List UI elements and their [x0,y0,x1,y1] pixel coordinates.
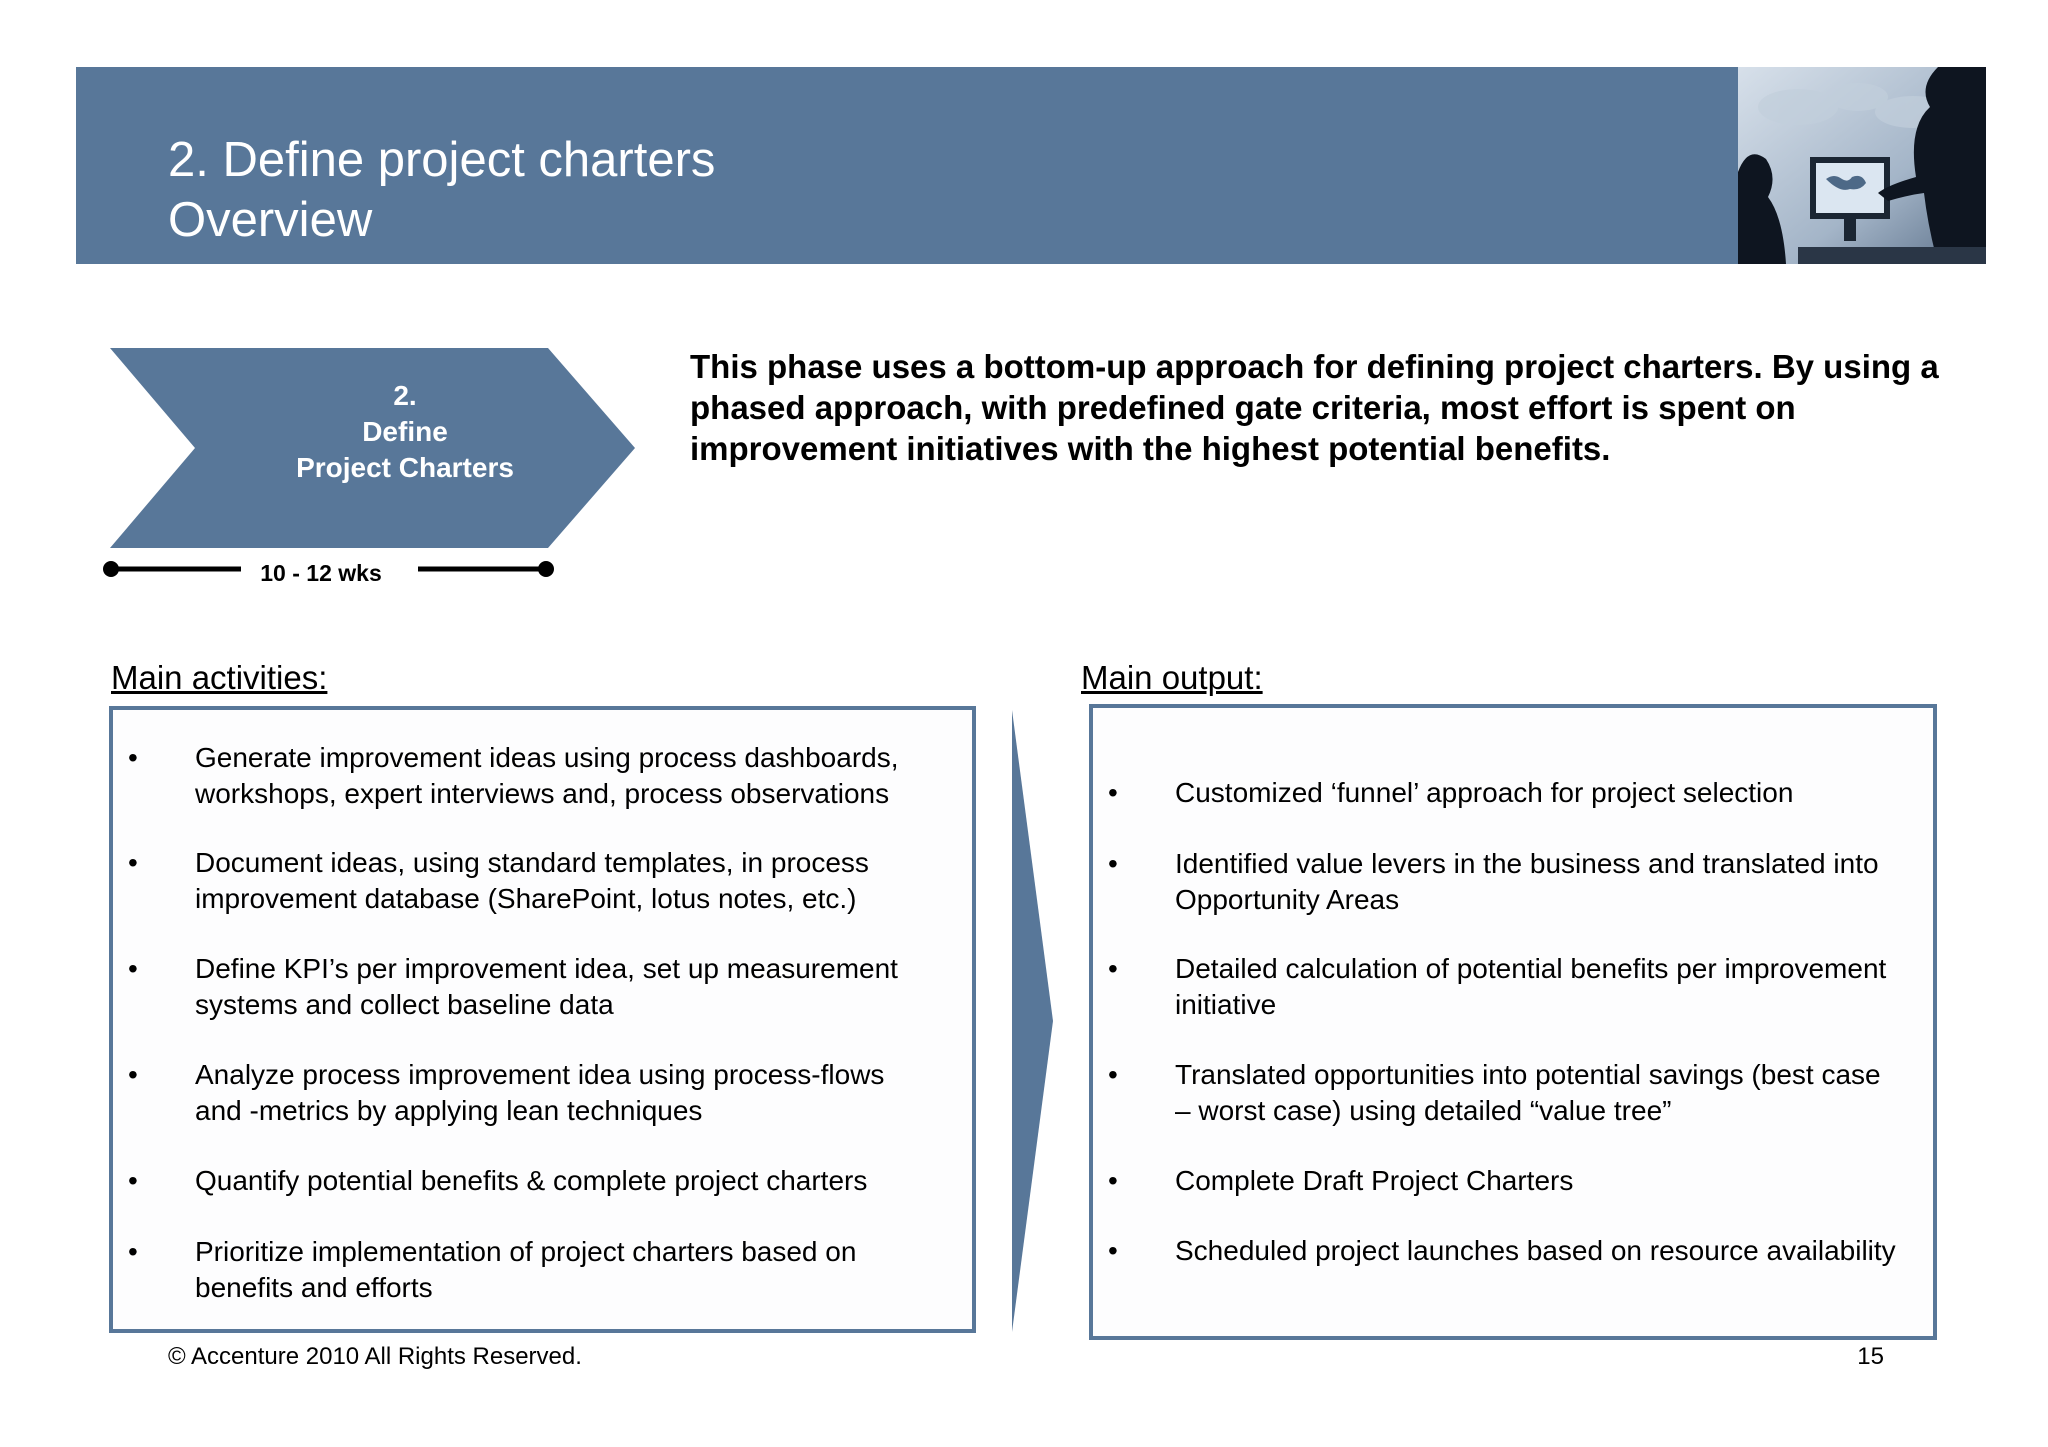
list-item-line2: workshops, expert interviews and, process observations [195,778,890,809]
phase-number: 2. [393,380,417,411]
list-item-line2: Opportunity Areas [1175,884,1400,915]
phase-name-line2: Project Charters [296,452,514,483]
list-item-line2: systems and collect baseline data [195,989,614,1020]
bullet-icon: • [1108,1165,1118,1196]
bullet-icon: • [128,742,138,773]
list-item-line2: initiative [1175,989,1277,1020]
list-item-line1: Prioritize implementation of project charters based on [195,1236,857,1267]
bullet-icon: • [128,953,138,984]
list-item-line1: Customized ‘funnel’ approach for project selection [1175,777,1794,808]
bullet-icon: • [1108,848,1118,879]
list-item-line1: Identified value levers in the business and translated into [1175,848,1879,879]
list-item-line2: – worst case) using detailed “value tree” [1175,1095,1672,1126]
activities-heading: Main activities: [111,659,328,696]
list-item-line1: Scheduled project launches based on resource availability [1175,1235,1896,1266]
bullet-icon: • [128,847,138,878]
page-title [168,130,715,250]
list-item-line2: improvement database (SharePoint, lotus notes, etc.) [195,883,857,914]
bullet-icon: • [1108,953,1118,984]
list-item-line1: Detailed calculation of potential benefits per improvement [1175,953,1887,984]
business-meeting-photo [1738,67,1986,264]
list-item-line1: Define KPI’s per improvement idea, set up measurement [195,953,898,984]
bullet-icon: • [1108,1059,1118,1090]
duration-label: 10 - 12 wks [260,560,382,586]
list-item-line1: Complete Draft Project Charters [1175,1165,1574,1196]
page-title-line2: Overview [168,193,373,247]
bullet-icon: • [128,1236,138,1267]
page-number: 15 [1857,1343,1884,1370]
list-item-line1: Document ideas, using standard templates, in process [195,847,869,878]
phase-label [240,378,570,486]
bullet-icon: • [128,1165,138,1196]
list-item-line1: Quantify potential benefits & complete project charters [195,1165,868,1196]
copyright-notice: © Accenture 2010 All Rights Reserved. [168,1343,582,1370]
bullet-icon: • [1108,777,1118,808]
bullet-icon: • [128,1059,138,1090]
page-title-line1: 2. Define project charters [168,133,716,187]
output-heading: Main output: [1081,659,1263,696]
list-item-line1: Translated opportunities into potential savings (best case [1175,1059,1881,1090]
list-item-line2: benefits and efforts [195,1272,433,1303]
list-item-line1: Analyze process improvement idea using process-flows [195,1059,885,1090]
flow-arrow-icon [1005,710,1053,1332]
list-item-line2: and -metrics by applying lean techniques [195,1095,703,1126]
list-item-line1: Generate improvement ideas using process dashboards, [195,742,899,773]
phase-name-line1: Define [362,416,448,447]
phase-description: This phase uses a bottom-up approach for defining project charters. By using a phased approach, with predefined gate criteria, most effort is spent on improvement initiatives with the highest potential benefits. [690,348,1939,467]
bullet-icon: • [1108,1235,1118,1266]
